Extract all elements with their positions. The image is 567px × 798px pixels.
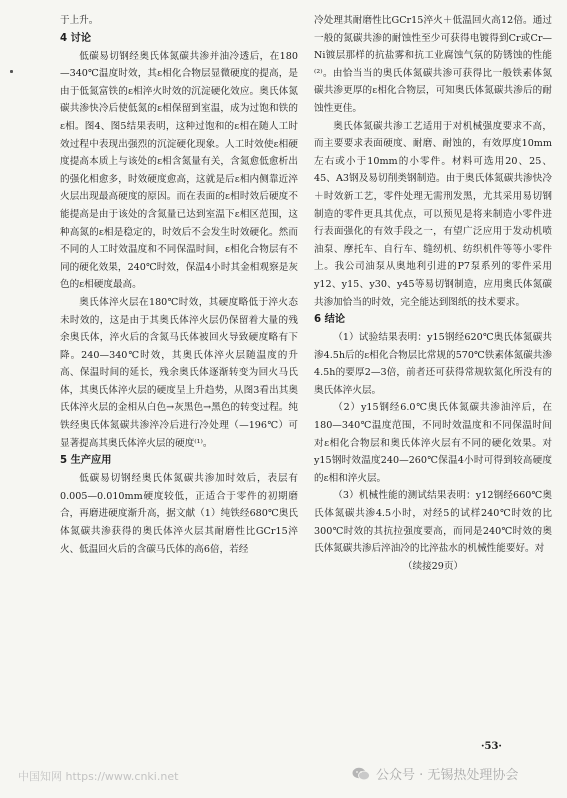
paragraph-discussion-1: 低碳易切钢经奥氏体氮碳共渗并油冷透后，在180—340℃温度时效，其ε相化合物层显微硬度的提高，是由于低氮富铁的ε相淬火时效的沉淀硬化效应。奥氏体氮碳共渗快冷后使低氮的ε相保留到室温，成为过饱和铁的ε相。图4、图5结果表明，这种过饱和的ε相在随人工时效过程中表现出强烈的沉淀硬化现象。人工时效使ε相硬度提高本质上与该处的ε相含氮量有关，含氮愈低愈析出的强化相愈多，时效硬度愈高，这就是后ε相内侧靠近淬火层出现最高硬度的原因。而在表面的ε相时效后硬度不能提高是由于该处的含氮量已达到室温下ε相区范围，这种高氮的ε相是稳定的，时效后不会发生时效硬化。然而不同的人工时效温度和不同保温时间，ε相化合物层有不同的硬化效果，240℃时效，保温4小时其金相观察是灰色的ε相硬度最高。 <box>60 50 298 291</box>
wechat-watermark <box>352 764 518 783</box>
paragraph-application-1: 低碳易切钢经奥氏体氮碳共渗加时效后，表层有0.005—0.010mm硬度较低，正适合于零件的初期磨合，再磨进硬度渐升高，据文献（1）纯铁经680℃奥氏体氮碳共渗获得的奥氏体淬火层其耐磨性比GCr15淬火、低温回火后的含碳马氏体的高6倍，若经 <box>60 473 298 555</box>
conclusion-item-1: （1）试验结果表明：y15钢经620℃奥氏体氮碳共渗4.5h后的ε相化合物层比常规的570℃铁素体氮碳共渗4.5h的要厚2—3倍，前者还可获得常规软氮化所没有的奥氏体淬火层。 <box>314 332 552 396</box>
cnki-watermark: 中国知网 https://www.cnki.net <box>18 770 179 783</box>
section-heading-discussion: 4 讨论 <box>60 32 92 44</box>
section-heading-conclusion: 6 结论 <box>314 314 346 326</box>
conclusion-item-2: （2）y15钢经6.0℃奥氏体氮碳共渗油淬后，在180—340℃温度范围，不同时效温度和不同保温时间对ε相化合物层和奥氏体淬火层有不同的硬化效果。对y15钢时效温度240—260℃保温4小时可得到较高硬度的ε相和淬火层。 <box>314 402 552 484</box>
conclusion-item-3: （3）机械性能的测试结果表明：y12钢经660℃奥氏体氮碳共渗4.5小时，对经5的试样240℃时效的比300℃时效的其抗拉强度要高，而同是240℃时效的奥氏体氮碳共渗后淬油冷的比淬盐水的机械性能要好。对 <box>314 490 552 555</box>
section-heading-application: 5 生产应用 <box>60 455 112 467</box>
right-column <box>314 12 552 575</box>
continued-note: （续接29页） <box>402 560 464 572</box>
scan-speck <box>10 70 13 73</box>
page-number: ·53· <box>481 741 502 752</box>
paragraph-application-cont: 冷处理其耐磨性比GCr15淬火＋低温回火高12倍。通过一般的氮碳共渗的耐蚀性至少可获得电镀得到Cr或Cr—Ni镀层那样的抗盐雾和抗工业腐蚀气氛的防锈蚀的性能⁽²⁾。由恰当当的奥氏体氮碳共渗可获得比一般铁素体氮碳共渗更厚的ε相化合物层，可知奥氏体氮碳共渗后的耐蚀性更佳。 <box>314 15 552 114</box>
paragraph-application-2: 奥氏体氮碳共渗工艺适用于对机械强度要求不高，而主要要求表面硬度、耐磨、耐蚀的，有效厚度10mm左右或小于10mm的小零件。材料可选用20、25、45、A3钢及易切削类钢制造。由于奥氏体氮碳共渗快冷＋时效新工艺，零件处理无需刑发黑，尤其采用易切钢制造的零件更具其优点，可以预见是将来制造小零件进行表面强化的有效手段之一，有望广泛应用于发动机喷油泵、摩托车、自行车、缝纫机、纺织机件等等小零件上。我公司油泵从奥地利引进的P7泵系列的零件采用y12、y15、y30、y45等易切钢制造，应用奥氏体氮碳共渗加恰当的时效，完全能达到图纸的技术要求。 <box>314 120 552 308</box>
paragraph-tail: 于上升。 <box>60 15 99 26</box>
wechat-watermark-text: 公众号 · 无锡热处理协会 <box>376 768 519 783</box>
left-column <box>60 12 298 558</box>
paragraph-discussion-2: 奥氏体淬火层在180℃时效，其硬度略低于淬火态未时效的，这是由于其奥氏体淬火层仍保留着大量的残余奥氏体，淬火后的含氮马氏体被回火导致硬度略有下降。240—340℃时效，其奥氏体淬火层随温度的升高、保温时间的延长，残余奥氏体逐渐转变为回火马氏体，其奥氏体淬火层的硬度呈上升趋势，从图3看出其奥氏体淬火层的金相从白色→灰黑色→黑色的转变过程。纯铁经奥氏体氮碳共渗淬冷后进行冷处理（—196℃）可显著提高其奥氏体淬火层的硬度⁽¹⁾。 <box>60 296 298 449</box>
wechat-icon <box>352 767 370 781</box>
